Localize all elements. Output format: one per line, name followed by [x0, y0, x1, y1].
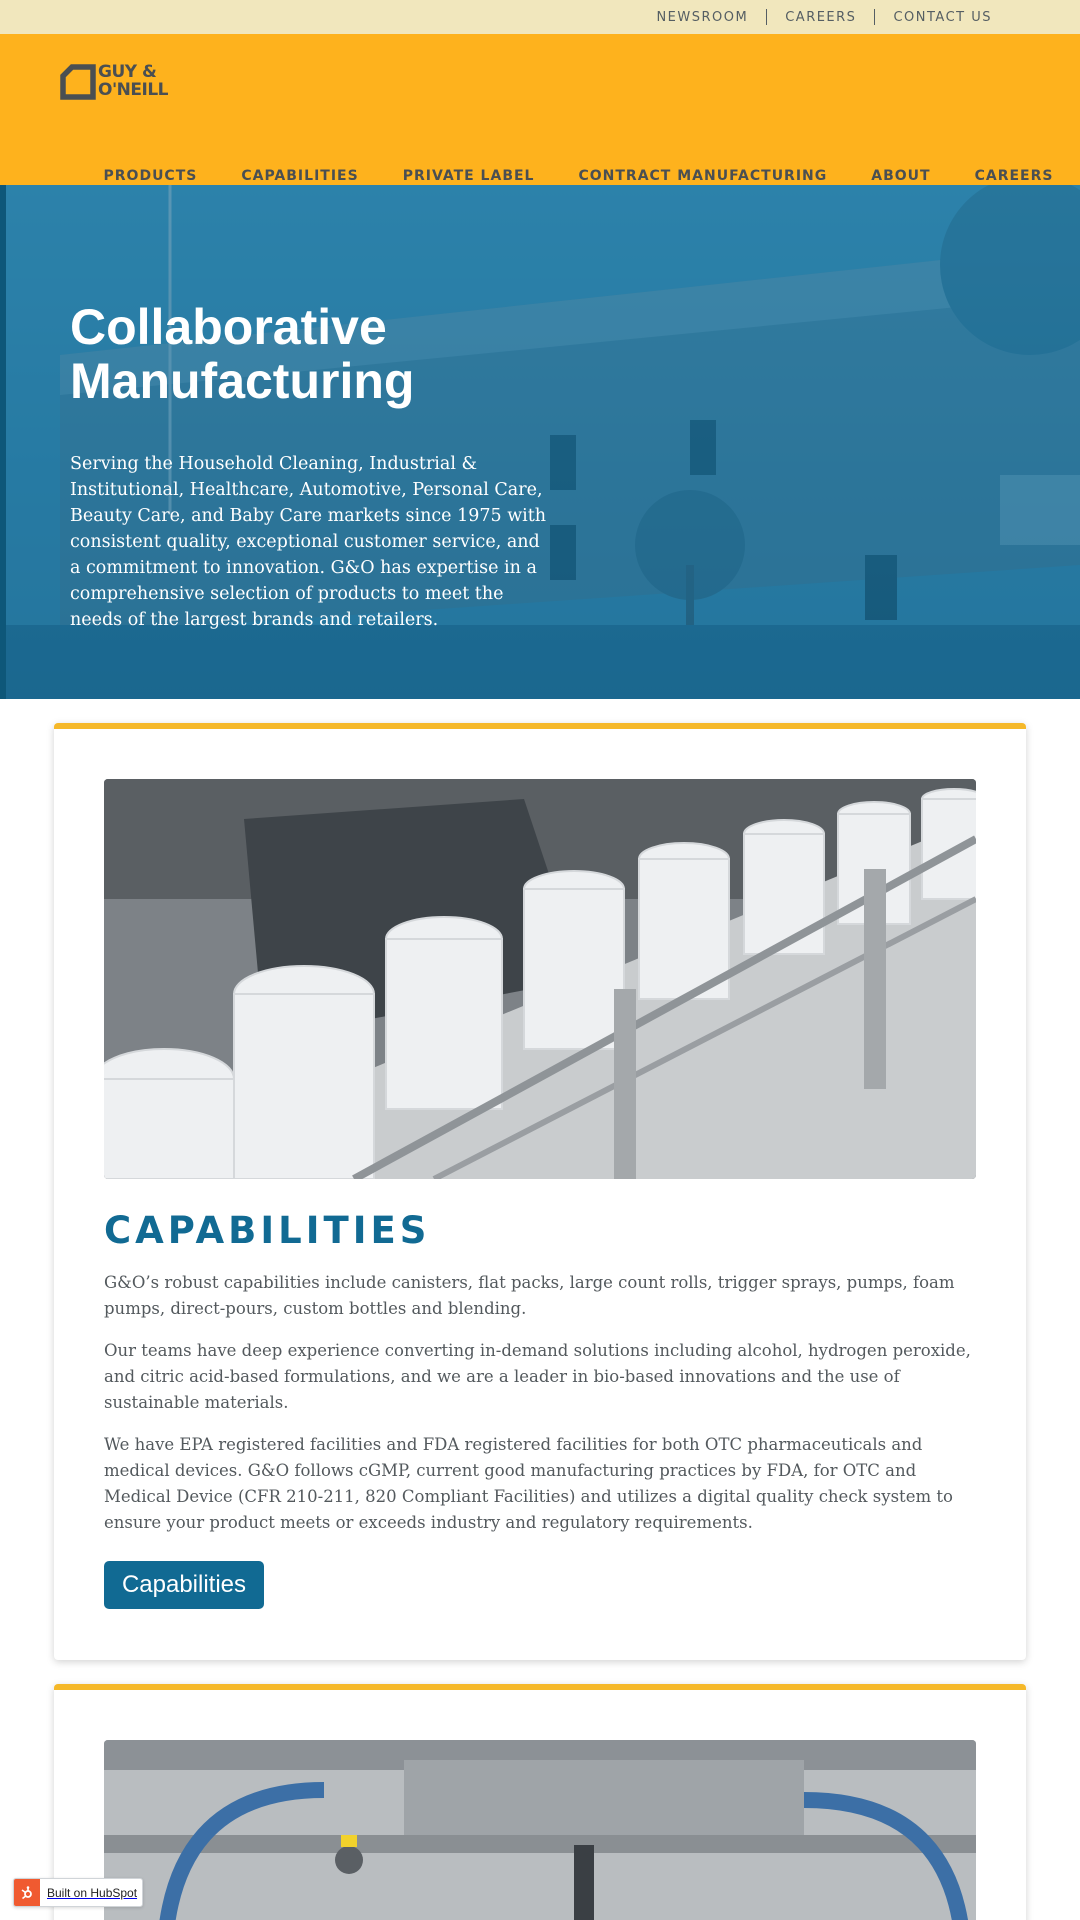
logo-mark-icon: [60, 64, 96, 100]
logo-line-1: GUY &: [98, 62, 157, 82]
hero-edge: [0, 185, 6, 699]
hero-section: [0, 185, 1080, 699]
utility-nav: [638, 0, 1010, 34]
nav-item-about[interactable]: ABOUT: [871, 168, 931, 184]
hubspot-logo-icon: [14, 1879, 40, 1906]
capabilities-paragraph-1: G&O’s robust capabilities include canisters, flat packs, large count rolls, trigger sprays, pumps, foam pumps, direct-pours, custom bottles and blending.: [104, 1273, 955, 1318]
utility-link-contact-us[interactable]: CONTACT US: [893, 9, 992, 25]
capabilities-heading: CAPABILITIES: [104, 1209, 431, 1252]
nav-item-private-label[interactable]: PRIVATE LABEL: [402, 168, 535, 184]
site-logo[interactable]: [58, 63, 190, 103]
second-card-image: [104, 1740, 976, 1920]
hero-description: Serving the Household Cleaning, Industrial & Institutional, Healthcare, Automotive, Personal Care, Beauty Care, and Baby Care markets since 1975 with consistent quality, exceptional customer service, and a commitment to innovation. G&O has expertise in a comprehensive selection of products to meet the needs of the largest brands and retailers.: [70, 454, 547, 630]
logo-wordmark: [98, 63, 168, 99]
utility-bar: [0, 0, 1080, 34]
nav-item-capabilities[interactable]: CAPABILITIES: [241, 168, 359, 184]
nav-item-contract-manufacturing[interactable]: CONTRACT MANUFACTURING: [578, 168, 828, 184]
utility-link-careers[interactable]: CAREERS: [785, 9, 857, 25]
capabilities-paragraph-3: We have EPA registered facilities and FDA registered facilities for both OTC pharmaceuticals and medical devices. G&O follows cGMP, current good manufacturing practices by FDA, for OTC and Medical Device (CFR 210-211, 820 Compliant Facilities) and utilizes a digital quality check system to ensure your product meets or exceeds industry and regulatory requirements.: [104, 1435, 953, 1532]
capabilities-button[interactable]: Capabilities: [104, 1561, 264, 1609]
hubspot-sprocket-icon: [20, 1886, 34, 1900]
site-header: [0, 34, 1080, 185]
nav-item-careers[interactable]: CAREERS: [974, 168, 1054, 184]
machinery-image: [104, 1740, 976, 1920]
capabilities-image: [104, 779, 976, 1179]
utility-link-newsroom[interactable]: NEWSROOM: [656, 9, 749, 25]
bottles-on-conveyor-image: [104, 779, 976, 1179]
main-nav: [0, 168, 1080, 184]
capabilities-body: [104, 1270, 984, 1552]
logo-line-2: O'NEILL: [98, 80, 168, 100]
hubspot-badge-label: Built on HubSpot: [47, 1885, 138, 1900]
second-card: [54, 1684, 1026, 1920]
capabilities-card: [54, 723, 1026, 1660]
nav-item-products[interactable]: PRODUCTS: [103, 168, 198, 184]
capabilities-paragraph-2: Our teams have deep experience converting in-demand solutions including alcohol, hydrogen peroxide, and citric acid-based formulations, and we are a leader in bio-based innovations and the use of sustainable materials.: [104, 1341, 971, 1412]
hero-title: Collaborative Manufacturing: [70, 299, 415, 409]
hubspot-badge[interactable]: [13, 1878, 143, 1907]
